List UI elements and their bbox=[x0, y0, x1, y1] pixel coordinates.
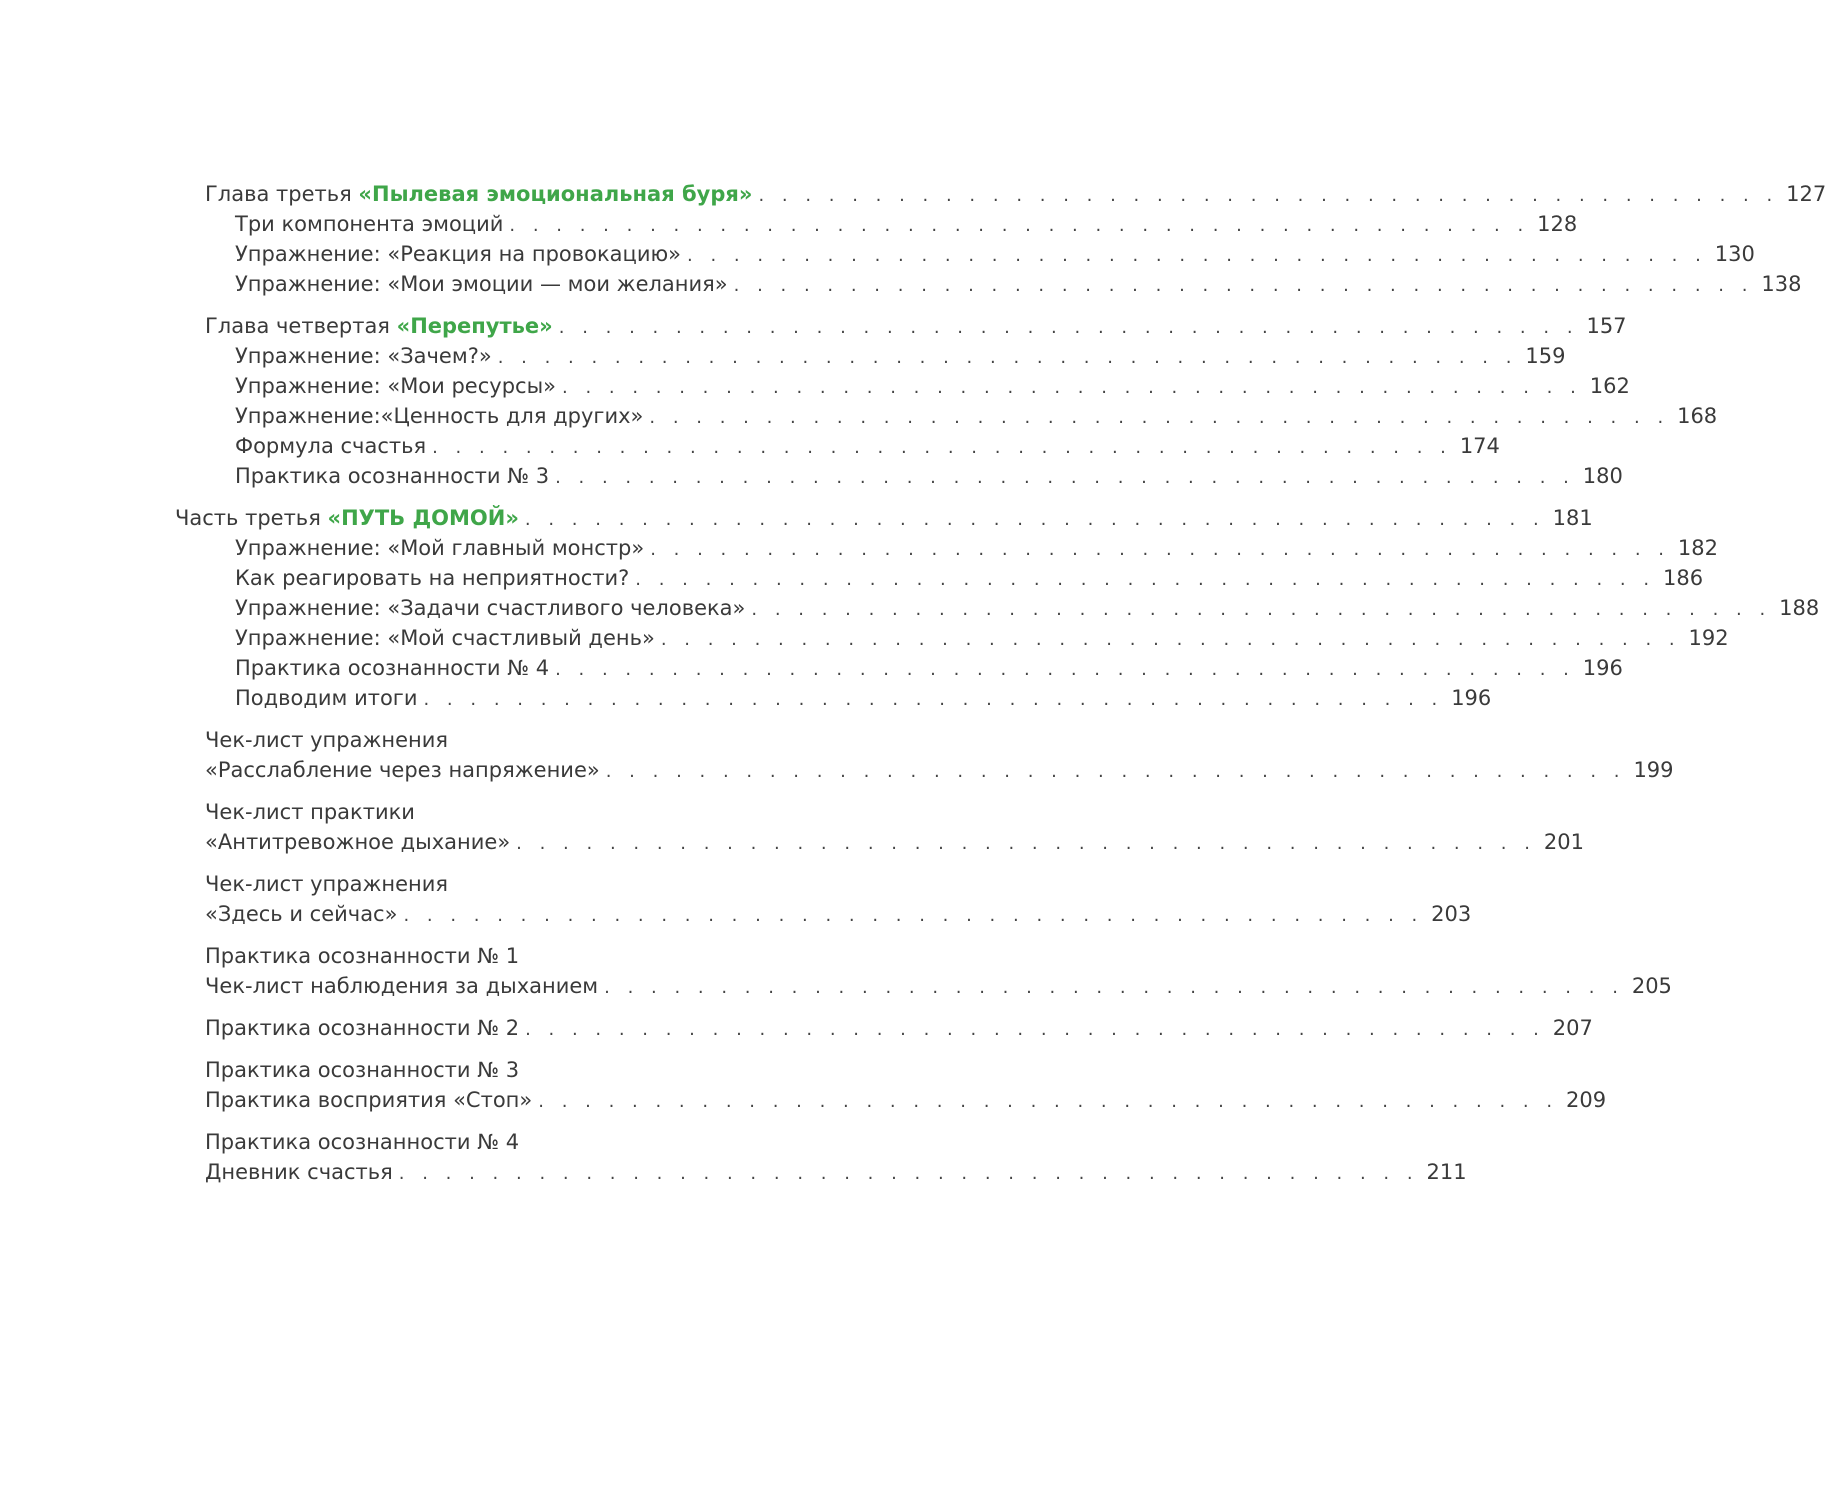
appendix-entry[interactable] bbox=[205, 1085, 1607, 1115]
chapter-title: «Перепутье» bbox=[396, 314, 553, 338]
entry-title: Как реагировать на неприятности? bbox=[235, 566, 630, 590]
page-number: 130 bbox=[1714, 242, 1755, 266]
page-number: 186 bbox=[1663, 566, 1704, 590]
dot-leader: . . . . . . . . . . . . . . . . . . . . . . . . . . . . . . . . . . . . . . . . . . . . bbox=[524, 509, 1545, 530]
appendix-entry-line1: Практика осознанности № 4 bbox=[205, 1130, 520, 1154]
dot-leader: . . . . . . . . . . . . . . . . . . . . . . . . . . . . . . . . . . . . . . . . . . . . bbox=[660, 629, 1681, 650]
page-number: 180 bbox=[1582, 464, 1623, 488]
entry-title: Подводим итоги bbox=[235, 686, 418, 710]
appendix-entry[interactable] bbox=[205, 827, 1584, 857]
page-number: 174 bbox=[1459, 434, 1500, 458]
page-number: 168 bbox=[1677, 404, 1718, 428]
entry-title: Упражнение: «Задачи счастливого человека» bbox=[235, 596, 746, 620]
entry-title: Упражнение: «Зачем?» bbox=[235, 344, 492, 368]
dot-leader: . . . . . . . . . . . . . . . . . . . . . . . . . . . . . . . . . . . . . . . . . . . . bbox=[555, 467, 1575, 488]
appendix-entry-line1: Чек-лист упражнения bbox=[205, 728, 449, 752]
appendix-entry[interactable] bbox=[205, 899, 1472, 929]
toc-entry[interactable] bbox=[235, 209, 1578, 239]
entry-title: Практика восприятия «Стоп» bbox=[205, 1088, 533, 1112]
page-number: 192 bbox=[1688, 626, 1729, 650]
toc-entry-chapter-3[interactable] bbox=[205, 179, 1826, 209]
dot-leader: . . . . . . . . . . . . . . . . . . . . . . . . . . . . . . . . . . . . . . . . . . . . bbox=[649, 407, 1670, 428]
entry-title: «Расслабление через напряжение» bbox=[205, 758, 600, 782]
page-number: 127 bbox=[1786, 182, 1826, 206]
chapter-prefix: Глава третья bbox=[205, 182, 359, 206]
toc-entry[interactable] bbox=[235, 341, 1566, 371]
appendix-entry[interactable] bbox=[205, 971, 1672, 1001]
entry-title: Практика осознанности № 3 bbox=[235, 464, 550, 488]
page-number: 181 bbox=[1552, 506, 1593, 530]
dot-leader: . . . . . . . . . . . . . . . . . . . . . . . . . . . . . . . . . . . . . . . . . . . . bbox=[635, 569, 1656, 590]
page-number: 159 bbox=[1525, 344, 1566, 368]
page-number: 203 bbox=[1431, 902, 1472, 926]
page-number: 182 bbox=[1677, 536, 1718, 560]
appendix-entry-line1: Практика осознанности № 3 bbox=[205, 1058, 520, 1082]
chapter-heading bbox=[205, 311, 553, 341]
dot-leader: . . . . . . . . . . . . . . . . . . . . . . . . . . . . . . . . . . . . . . . . . . . . bbox=[758, 185, 1779, 206]
page-number: 196 bbox=[1451, 686, 1492, 710]
toc-entry[interactable] bbox=[235, 653, 1623, 683]
page-number: 205 bbox=[1631, 974, 1672, 998]
dot-leader: . . . . . . . . . . . . . . . . . . . . . . . . . . . . . . . . . . . . . . . . . . . . bbox=[562, 377, 1582, 398]
dot-leader: . . . . . . . . . . . . . . . . . . . . . . . . . . . . . . . . . . . . . . . . . . . . bbox=[733, 275, 1754, 296]
part-prefix: Часть третья bbox=[175, 506, 328, 530]
dot-leader: . . . . . . . . . . . . . . . . . . . . . . . . . . . . . . . . . . . . . . . . . . . . bbox=[509, 215, 1530, 236]
page-number: 207 bbox=[1552, 1016, 1593, 1040]
page-number: 196 bbox=[1582, 656, 1623, 680]
part-title: «ПУТЬ ДОМОЙ» bbox=[327, 506, 519, 530]
entry-title: Дневник счастья bbox=[205, 1160, 393, 1184]
appendix-entry[interactable] bbox=[205, 1157, 1467, 1187]
page-number: 199 bbox=[1633, 758, 1674, 782]
page-number: 162 bbox=[1589, 374, 1630, 398]
toc-entry[interactable] bbox=[235, 533, 1718, 563]
dot-leader: . . . . . . . . . . . . . . . . . . . . . . . . . . . . . . . . . . . . . . . . . . . . bbox=[604, 977, 1624, 998]
chapter-prefix: Глава четвертая bbox=[205, 314, 397, 338]
toc-entry[interactable] bbox=[235, 371, 1630, 401]
page-number: 211 bbox=[1426, 1160, 1467, 1184]
dot-leader: . . . . . . . . . . . . . . . . . . . . . . . . . . . . . . . . . . . . . . . . . . . . bbox=[538, 1091, 1559, 1112]
dot-leader: . . . . . . . . . . . . . . . . . . . . . . . . . . . . . . . . . . . . . . . . . . . . bbox=[558, 317, 1579, 338]
appendix-entry[interactable] bbox=[205, 755, 1674, 785]
page-number: 138 bbox=[1761, 272, 1802, 296]
table-of-contents bbox=[0, 179, 1826, 1187]
entry-title: Практика осознанности № 4 bbox=[235, 656, 550, 680]
entry-title: «Здесь и сейчас» bbox=[205, 902, 398, 926]
part-heading bbox=[175, 503, 519, 533]
toc-entry-part-3[interactable] bbox=[175, 503, 1593, 533]
entry-title: Упражнение: «Мой счастливый день» bbox=[235, 626, 655, 650]
toc-entry[interactable] bbox=[235, 683, 1492, 713]
entry-title: Формула счастья bbox=[235, 434, 427, 458]
entry-title: Три компонента эмоций bbox=[235, 212, 504, 236]
toc-entry[interactable] bbox=[235, 593, 1820, 623]
toc-entry[interactable] bbox=[235, 269, 1802, 299]
dot-leader: . . . . . . . . . . . . . . . . . . . . . . . . . . . . . . . . . . . . . . . . . . . . bbox=[497, 347, 1518, 368]
dot-leader: . . . . . . . . . . . . . . . . . . . . . . . . . . . . . . . . . . . . . . . . . . . . bbox=[605, 761, 1626, 782]
appendix-entry-line1: Практика осознанности № 1 bbox=[205, 944, 520, 968]
page-number: 209 bbox=[1565, 1088, 1607, 1112]
page-number: 201 bbox=[1543, 830, 1584, 854]
page-number: 188 bbox=[1779, 596, 1820, 620]
dot-leader: . . . . . . . . . . . . . . . . . . . . . . . . . . . . . . . . . . . . . . . . . . . . bbox=[516, 833, 1536, 854]
page-number: 128 bbox=[1537, 212, 1578, 236]
dot-leader: . . . . . . . . . . . . . . . . . . . . . . . . . . . . . . . . . . . . . . . . . . . . bbox=[555, 659, 1575, 680]
dot-leader: . . . . . . . . . . . . . . . . . . . . . . . . . . . . . . . . . . . . . . . . . . . . bbox=[398, 1163, 1419, 1184]
entry-title: Чек-лист наблюдения за дыханием bbox=[205, 974, 599, 998]
toc-entry[interactable] bbox=[235, 461, 1623, 491]
entry-title: Упражнение: «Мои ресурсы» bbox=[235, 374, 557, 398]
toc-entry-chapter-4[interactable] bbox=[205, 311, 1627, 341]
dot-leader: . . . . . . . . . . . . . . . . . . . . . . . . . . . . . . . . . . . . . . . . . . . . bbox=[687, 245, 1707, 266]
appendix-entry-line1: Чек-лист практики bbox=[205, 800, 415, 824]
dot-leader: . . . . . . . . . . . . . . . . . . . . . . . . . . . . . . . . . . . . . . . . . . . . bbox=[751, 599, 1772, 620]
entry-title: Упражнение: «Мой главный монстр» bbox=[235, 536, 645, 560]
entry-title: Упражнение:«Ценность для других» bbox=[235, 404, 644, 428]
dot-leader: . . . . . . . . . . . . . . . . . . . . . . . . . . . . . . . . . . . . . . . . . . . . bbox=[403, 905, 1424, 926]
chapter-title: «Пылевая эмоциональная буря» bbox=[358, 182, 753, 206]
appendix-entry[interactable] bbox=[205, 1013, 1593, 1043]
entry-title: Упражнение: «Мои эмоции — мои желания» bbox=[235, 272, 728, 296]
entry-title: Упражнение: «Реакция на провокацию» bbox=[235, 242, 682, 266]
toc-entry[interactable] bbox=[235, 563, 1704, 593]
page-number: 157 bbox=[1586, 314, 1627, 338]
toc-entry[interactable] bbox=[235, 239, 1755, 269]
dot-leader: . . . . . . . . . . . . . . . . . . . . . . . . . . . . . . . . . . . . . . . . . . . . bbox=[650, 539, 1670, 560]
toc-entry[interactable] bbox=[235, 431, 1500, 461]
entry-title: «Антитревожное дыхание» bbox=[205, 830, 511, 854]
appendix-entry-line1: Чек-лист упражнения bbox=[205, 872, 449, 896]
dot-leader: . . . . . . . . . . . . . . . . . . . . . . . . . . . . . . . . . . . . . . . . . . . . bbox=[432, 437, 1452, 458]
dot-leader: . . . . . . . . . . . . . . . . . . . . . . . . . . . . . . . . . . . . . . . . . . . . bbox=[423, 689, 1444, 710]
toc-entry[interactable] bbox=[235, 623, 1729, 653]
entry-title: Практика осознанности № 2 bbox=[205, 1016, 520, 1040]
dot-leader: . . . . . . . . . . . . . . . . . . . . . . . . . . . . . . . . . . . . . . . . . . . . bbox=[525, 1019, 1545, 1040]
toc-entry[interactable] bbox=[235, 401, 1718, 431]
chapter-heading bbox=[205, 179, 752, 209]
